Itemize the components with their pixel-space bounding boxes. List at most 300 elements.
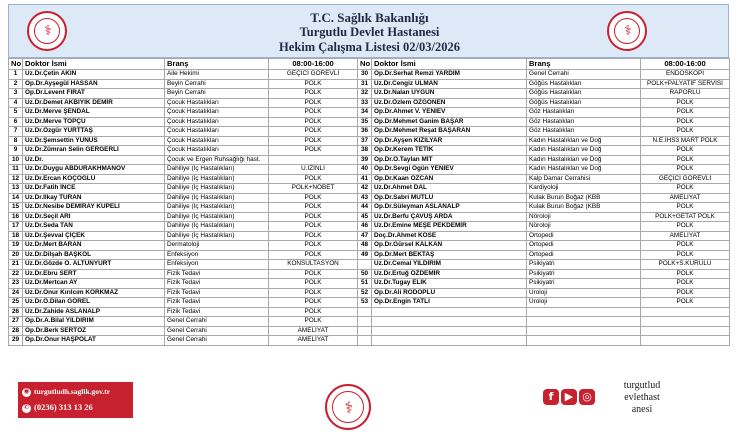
row-number: 49 bbox=[358, 250, 372, 260]
row-number: 21 bbox=[9, 260, 23, 270]
instagram-icon[interactable]: ◎ bbox=[579, 389, 595, 405]
hospital-title: Turgutlu Devlet Hastanesi bbox=[299, 25, 440, 39]
doctor-name: Uz.Dr.Merve ŞENDAL bbox=[23, 108, 165, 118]
row-number: 50 bbox=[358, 269, 372, 279]
status-cell bbox=[641, 307, 730, 317]
doctor-name: Uz.Dr.Ertuğ ÖZDEMİR bbox=[372, 269, 527, 279]
table-row bbox=[358, 241, 730, 251]
doctor-name: Uz.Dr.Onur Kırılcım KORKMAZ bbox=[23, 288, 165, 298]
doctor-name: Uz.Dr.Özgür YURTTAŞ bbox=[23, 127, 165, 137]
table-row bbox=[9, 212, 358, 222]
status-cell: POLK bbox=[269, 279, 358, 289]
branch-name: Ortopedi bbox=[527, 250, 641, 260]
doctor-name: Uz.Dr.Merve TOPÇU bbox=[23, 117, 165, 127]
doctor-name bbox=[372, 307, 527, 317]
row-number: 31 bbox=[358, 79, 372, 89]
doctor-name: Uz.Dr.Ahmet DAL bbox=[372, 184, 527, 194]
row-number: 19 bbox=[9, 241, 23, 251]
facebook-icon[interactable]: f bbox=[543, 389, 559, 405]
branch-name bbox=[527, 317, 641, 327]
doctor-name: Uz.Dr.Cemal YILDIRIM bbox=[372, 260, 527, 270]
col-doctor: Doktor İsmi bbox=[372, 59, 527, 70]
table-row bbox=[9, 269, 358, 279]
branch-name: Genel Cerrahi bbox=[165, 336, 269, 346]
branch-name: Dahiliye (İç Hastalıkları) bbox=[165, 212, 269, 222]
table-row bbox=[358, 98, 730, 108]
status-cell bbox=[641, 326, 730, 336]
status-cell: POLK bbox=[641, 117, 730, 127]
doctor-name: Uz.Dr.Ebru SERT bbox=[23, 269, 165, 279]
branch-name: Dahiliye (İç Hastalıkları) bbox=[165, 184, 269, 194]
status-cell: POLK bbox=[269, 146, 358, 156]
row-number: 14 bbox=[9, 193, 23, 203]
row-number: 16 bbox=[9, 212, 23, 222]
branch-name: Göğüs Hastalıkları bbox=[527, 98, 641, 108]
schedule-table-left bbox=[8, 58, 358, 346]
doctor-name bbox=[372, 336, 527, 346]
table-row bbox=[358, 184, 730, 194]
caduceus-icon: ⚕ bbox=[344, 398, 354, 417]
row-number: 38 bbox=[358, 146, 372, 156]
status-cell: POLK+GETAT POLK bbox=[641, 212, 730, 222]
branch-name: Çocuk ve Ergen Ruhsağlığı hast. bbox=[165, 155, 269, 165]
doctor-name: Uz.Dr.Ö.Dilan GÖREL bbox=[23, 298, 165, 308]
branch-name: Dahiliye (İç Hastalıkları) bbox=[165, 231, 269, 241]
doctor-name: Op.Dr.Süleyman ASLANALP bbox=[372, 203, 527, 213]
col-branch: Branş bbox=[527, 59, 641, 70]
doctor-name: Op.Dr.Ahmet V. YENİEV bbox=[372, 108, 527, 118]
branch-name: Kulak Burun Boğaz (KBB bbox=[527, 203, 641, 213]
doctor-name: Uz.Dr.Dilşah BAŞKOL bbox=[23, 250, 165, 260]
branch-name: Çocuk Hastalıkları bbox=[165, 98, 269, 108]
status-cell: POLK bbox=[641, 222, 730, 232]
row-number: 40 bbox=[358, 165, 372, 175]
branch-name: Kadın Hastalıkları ve Doğ bbox=[527, 165, 641, 175]
doctor-name: Uz.Dr. bbox=[23, 155, 165, 165]
doctor-name: Uz.Dr.Şevval ÇİÇEK bbox=[23, 231, 165, 241]
row-number: 46 bbox=[358, 222, 372, 232]
branch-name bbox=[527, 336, 641, 346]
table-row bbox=[358, 146, 730, 156]
table-row bbox=[358, 212, 730, 222]
branch-name: Göz Hastalıkları bbox=[527, 108, 641, 118]
table-row bbox=[9, 307, 358, 317]
branch-name: Fizik Tedavi bbox=[165, 307, 269, 317]
branch-name: Psikiyatri bbox=[527, 260, 641, 270]
status-cell: POLK+NÖBET bbox=[269, 184, 358, 194]
table-row bbox=[358, 127, 730, 137]
col-hours: 08:00-16:00 bbox=[641, 59, 730, 70]
doctor-name: Op.Dr.Gürsel KALKAN bbox=[372, 241, 527, 251]
status-cell: POLK bbox=[269, 203, 358, 213]
status-cell: N.E.İHS3 MART POLK bbox=[641, 136, 730, 146]
branch-name: Psikiyatri bbox=[527, 279, 641, 289]
branch-name: Üroloji bbox=[527, 288, 641, 298]
status-cell: RAPORLU bbox=[641, 89, 730, 99]
table-row bbox=[9, 193, 358, 203]
table-row bbox=[9, 89, 358, 99]
doctor-name: Uz.Dr.Cengiz ULMAN bbox=[372, 79, 527, 89]
status-cell: POLK bbox=[641, 250, 730, 260]
row-number: 7 bbox=[9, 127, 23, 137]
phone-number: (0236) 313 13 26 bbox=[34, 402, 93, 412]
doctor-name: Uz.Dr.Gözde Ö. ALTUNYURT bbox=[23, 260, 165, 270]
row-number bbox=[358, 307, 372, 317]
doctor-name: Uz.Dr.Seçil ARI bbox=[23, 212, 165, 222]
status-cell: POLK bbox=[641, 279, 730, 289]
row-number: 15 bbox=[9, 203, 23, 213]
row-number: 53 bbox=[358, 298, 372, 308]
branch-name: Genel Cerrahi bbox=[165, 317, 269, 327]
status-cell: POLK bbox=[269, 117, 358, 127]
row-number: 35 bbox=[358, 117, 372, 127]
status-cell: POLK bbox=[641, 288, 730, 298]
doctor-name: Uz.Dr.Demet AKBIYIK DEMİR bbox=[23, 98, 165, 108]
row-number: 30 bbox=[358, 70, 372, 80]
status-cell: POLK bbox=[269, 231, 358, 241]
table-row bbox=[9, 298, 358, 308]
branch-name: Göğüs Hastalıkları bbox=[527, 79, 641, 89]
row-number: 43 bbox=[358, 193, 372, 203]
schedule-header bbox=[8, 4, 729, 58]
branch-name: Fizik Tedavi bbox=[165, 279, 269, 289]
branch-name: Beyin Cerrahi bbox=[165, 89, 269, 99]
doctor-name: Op.Dr.Serhat Remzi YARDIM bbox=[372, 70, 527, 80]
branch-name: Fizik Tedavi bbox=[165, 269, 269, 279]
status-cell: GEÇİCİ GÖREVLİ bbox=[641, 174, 730, 184]
branch-name: Enfeksiyon bbox=[165, 250, 269, 260]
row-number: 9 bbox=[9, 146, 23, 156]
row-number: 18 bbox=[9, 231, 23, 241]
branch-name: Dermatoloji bbox=[165, 241, 269, 251]
status-cell: POLK bbox=[641, 298, 730, 308]
branch-name: Çocuk Hastalıkları bbox=[165, 117, 269, 127]
table-row bbox=[358, 203, 730, 213]
table-row bbox=[9, 260, 358, 270]
doctor-name: Uz.Dr.Zahide ASLANALP bbox=[23, 307, 165, 317]
doctor-name: Uz.Dr.Özlem ÖZGÖNEN bbox=[372, 98, 527, 108]
table-row bbox=[358, 193, 730, 203]
row-number: 39 bbox=[358, 155, 372, 165]
table-row bbox=[358, 70, 730, 80]
doctor-name: Uz.Dr.Tugay ELİK bbox=[372, 279, 527, 289]
row-number: 28 bbox=[9, 326, 23, 336]
row-number: 51 bbox=[358, 279, 372, 289]
branch-name: Çocuk Hastalıkları bbox=[165, 136, 269, 146]
table-row bbox=[9, 79, 358, 89]
branch-name bbox=[527, 307, 641, 317]
status-cell: POLK bbox=[269, 317, 358, 327]
row-number: 37 bbox=[358, 136, 372, 146]
status-cell: POLK+PALYATİF SERVİSİ bbox=[641, 79, 730, 89]
ministry-title: T.C. Sağlık Bakanlığı bbox=[310, 10, 429, 25]
row-number: 25 bbox=[9, 298, 23, 308]
table-row bbox=[358, 231, 730, 241]
doctor-name: Uz.Dr.Mert BARAN bbox=[23, 241, 165, 251]
doctor-name: Op.Dr.Mert BEKTAŞ bbox=[372, 250, 527, 260]
table-row bbox=[358, 336, 730, 346]
table-row bbox=[9, 222, 358, 232]
status-cell: POLK bbox=[641, 146, 730, 156]
row-number: 27 bbox=[9, 317, 23, 327]
status-cell: AMELİYAT bbox=[269, 326, 358, 336]
doctor-name: Uz.Dr.Zümran Selin GERGERLİ bbox=[23, 146, 165, 156]
row-number bbox=[358, 317, 372, 327]
table-row bbox=[9, 231, 358, 241]
table-row bbox=[358, 165, 730, 175]
col-no: No bbox=[9, 59, 23, 70]
row-number: 29 bbox=[9, 336, 23, 346]
table-row bbox=[9, 279, 358, 289]
schedule-sheet bbox=[8, 4, 729, 374]
status-cell: KONSULTASYON bbox=[269, 260, 358, 270]
doctor-name: Op.Dr.A.Bilal YILDIRIM bbox=[23, 317, 165, 327]
table-row bbox=[9, 136, 358, 146]
status-cell: POLK bbox=[269, 288, 358, 298]
doctor-name: Uz.Dr.Nesibe DEMİRAY KÜPELİ bbox=[23, 203, 165, 213]
doctor-name: Op.Dr.Mehmet Ganim BAŞAR bbox=[372, 117, 527, 127]
doctor-name: Op.Dr.Ayşegül HASSAN bbox=[23, 79, 165, 89]
table-row bbox=[9, 146, 358, 156]
branch-name: Kulak Burun Boğaz (KBB bbox=[527, 193, 641, 203]
table-row bbox=[9, 127, 358, 137]
status-cell: POLK bbox=[269, 250, 358, 260]
row-number: 42 bbox=[358, 184, 372, 194]
table-row bbox=[358, 317, 730, 327]
branch-name: Kadın Hastalıkları ve Doğ bbox=[527, 146, 641, 156]
row-number: 6 bbox=[9, 117, 23, 127]
branch-name: Fizik Tedavi bbox=[165, 298, 269, 308]
doctor-name: Uz.Dr.Nalan UYGUN bbox=[372, 89, 527, 99]
table-row bbox=[9, 317, 358, 327]
table-row bbox=[9, 117, 358, 127]
branch-name: Dahiliye (İç Hastalıkları) bbox=[165, 165, 269, 175]
row-number: 2 bbox=[9, 79, 23, 89]
row-number: 47 bbox=[358, 231, 372, 241]
status-cell: POLK+S.KURULU bbox=[641, 260, 730, 270]
doctor-name: Uz.Dr.Emine MEŞE PEKDEMİR bbox=[372, 222, 527, 232]
doctor-name: Uz.Dr.Çetin AKIN bbox=[23, 70, 165, 80]
doctor-name: Uz.Dr.Şemsettin YUNUS bbox=[23, 136, 165, 146]
branch-name: Kadın Hastalıkları ve Doğ bbox=[527, 136, 641, 146]
branch-name: Psikiyatri bbox=[527, 269, 641, 279]
status-cell: POLK bbox=[269, 241, 358, 251]
row-number: 13 bbox=[9, 184, 23, 194]
row-number: 41 bbox=[358, 174, 372, 184]
status-cell: AMELİYAT bbox=[641, 193, 730, 203]
row-number: 36 bbox=[358, 127, 372, 137]
doctor-name bbox=[372, 317, 527, 327]
doctor-name: Op.Dr.Berk SERTÖZ bbox=[23, 326, 165, 336]
table-row bbox=[358, 307, 730, 317]
branch-name: Çocuk Hastalıkları bbox=[165, 108, 269, 118]
table-row bbox=[9, 98, 358, 108]
table-row bbox=[9, 203, 358, 213]
doctor-name: Op.Dr.Ali RODOPLU bbox=[372, 288, 527, 298]
doctor-name: Uz.Dr.Duygu ABDURAKHMANOV bbox=[23, 165, 165, 175]
youtube-icon[interactable]: ▶ bbox=[561, 389, 577, 405]
status-cell: POLK bbox=[269, 193, 358, 203]
table-row bbox=[358, 260, 730, 270]
doctor-name: Op.Dr.Ö.Taylan MİT bbox=[372, 155, 527, 165]
branch-name: Kadın Hastalıkları ve Doğ bbox=[527, 155, 641, 165]
status-cell bbox=[269, 155, 358, 165]
table-row bbox=[9, 184, 358, 194]
doctor-name: Op.Dr.Kerem TETİK bbox=[372, 146, 527, 156]
row-number: 48 bbox=[358, 241, 372, 251]
status-cell: POLK bbox=[269, 136, 358, 146]
table-row bbox=[9, 250, 358, 260]
table-row bbox=[358, 117, 730, 127]
row-number: 45 bbox=[358, 212, 372, 222]
doctor-name: Op.Dr.Ayşen KIZILYAR bbox=[372, 136, 527, 146]
row-number: 12 bbox=[9, 174, 23, 184]
row-number: 10 bbox=[9, 155, 23, 165]
doctor-name: Uz.Dr.Ercan KOÇOĞLU bbox=[23, 174, 165, 184]
branch-name: Nöroloji bbox=[527, 212, 641, 222]
branch-name: Enfeksiyon bbox=[165, 260, 269, 270]
website-link[interactable]: turgutludh.saglik.gov.tr bbox=[34, 387, 111, 396]
doctor-name: Op.Dr.Levent FIRAT bbox=[23, 89, 165, 99]
list-title: Hekim Çalışma Listesi 02/03/2026 bbox=[279, 40, 460, 54]
status-cell: ENDOSKOPİ bbox=[641, 70, 730, 80]
branch-name: Dahiliye (İç Hastalıkları) bbox=[165, 174, 269, 184]
row-number: 3 bbox=[9, 89, 23, 99]
status-cell: POLK bbox=[641, 269, 730, 279]
status-cell: POLK bbox=[269, 307, 358, 317]
status-cell: POLK bbox=[269, 108, 358, 118]
row-number bbox=[358, 336, 372, 346]
doctor-name: Uz.Dr.Berfu ÇAVUŞ ARDA bbox=[372, 212, 527, 222]
table-row bbox=[358, 155, 730, 165]
row-number: 26 bbox=[9, 307, 23, 317]
doctor-name: Uz.Dr.Fatih İNCE bbox=[23, 184, 165, 194]
table-row bbox=[358, 279, 730, 289]
branch-name: Göz Hastalıkları bbox=[527, 117, 641, 127]
table-row bbox=[9, 70, 358, 80]
row-number: 1 bbox=[9, 70, 23, 80]
status-cell: POLK bbox=[269, 98, 358, 108]
branch-name: Ortopedi bbox=[527, 241, 641, 251]
table-row bbox=[358, 250, 730, 260]
table-row bbox=[358, 288, 730, 298]
table-row bbox=[358, 89, 730, 99]
col-hours: 08:00-16:00 bbox=[269, 59, 358, 70]
status-cell: POLK bbox=[269, 222, 358, 232]
row-number: 34 bbox=[358, 108, 372, 118]
status-cell: POLK bbox=[641, 241, 730, 251]
branch-name: Üroloji bbox=[527, 298, 641, 308]
status-cell: POLK bbox=[641, 155, 730, 165]
table-row bbox=[358, 326, 730, 336]
doctor-name: Op.Dr.Kaan ÖZCAN bbox=[372, 174, 527, 184]
row-number: 52 bbox=[358, 288, 372, 298]
status-cell: POLK bbox=[269, 174, 358, 184]
globe-icon: ◉ bbox=[23, 386, 30, 395]
branch-name: Göz Hastalıkları bbox=[527, 127, 641, 137]
row-number: 11 bbox=[9, 165, 23, 175]
status-cell bbox=[641, 336, 730, 346]
status-cell: POLK bbox=[641, 98, 730, 108]
table-row bbox=[9, 165, 358, 175]
doctor-name: Op.Dr.Mehmet Reşat BAŞARAN bbox=[372, 127, 527, 137]
col-branch: Branş bbox=[165, 59, 269, 70]
table-row bbox=[9, 108, 358, 118]
social-icons bbox=[543, 388, 597, 408]
branch-name: Çocuk Hastalıkları bbox=[165, 146, 269, 156]
schedule-table-right bbox=[357, 58, 730, 346]
caduceus-icon: ⚕ bbox=[624, 23, 632, 39]
ministry-logo-footer bbox=[325, 384, 371, 430]
status-cell: GEÇİCİ GÖREVLİ bbox=[269, 70, 358, 80]
row-number: 24 bbox=[9, 288, 23, 298]
doctor-name: Op.Dr.Sabri MUTLU bbox=[372, 193, 527, 203]
status-cell: POLK bbox=[269, 79, 358, 89]
table-row bbox=[358, 222, 730, 232]
branch-name: Kalp Damar Cerrahisi bbox=[527, 174, 641, 184]
status-cell: POLK bbox=[641, 127, 730, 137]
doctor-name: Uz.Dr.İlkay TURAN bbox=[23, 193, 165, 203]
table-row bbox=[358, 136, 730, 146]
social-handle: turgutlud evlethast anesi bbox=[623, 380, 661, 415]
status-cell: Ü.İZİNLİ bbox=[269, 165, 358, 175]
branch-name: Çocuk Hastalıkları bbox=[165, 127, 269, 137]
status-cell: POLK bbox=[641, 184, 730, 194]
row-number: 4 bbox=[9, 98, 23, 108]
status-cell: POLK bbox=[269, 89, 358, 99]
status-cell: POLK bbox=[641, 203, 730, 213]
doctor-name: Doç.Dr.Ahmet KÖSE bbox=[372, 231, 527, 241]
row-number: 8 bbox=[9, 136, 23, 146]
branch-name: Nöroloji bbox=[527, 222, 641, 232]
doctor-name: Op.Dr.Onur HAŞPOLAT bbox=[23, 336, 165, 346]
status-cell: POLK bbox=[641, 165, 730, 175]
row-number: 23 bbox=[9, 279, 23, 289]
status-cell: POLK bbox=[269, 212, 358, 222]
branch-name: Dahiliye (İç Hastalıkları) bbox=[165, 193, 269, 203]
status-cell: POLK bbox=[641, 108, 730, 118]
doctor-name: Op.Dr.Engin TATLI bbox=[372, 298, 527, 308]
phone-icon: ✆ bbox=[23, 402, 30, 411]
row-number bbox=[358, 326, 372, 336]
row-number: 32 bbox=[358, 89, 372, 99]
branch-name: Fizik Tedavi bbox=[165, 288, 269, 298]
row-number: 5 bbox=[9, 108, 23, 118]
row-number: 20 bbox=[9, 250, 23, 260]
doctor-name: Op.Dr.Sevgi Ogün YENİEV bbox=[372, 165, 527, 175]
status-cell: AMELİYAT bbox=[641, 231, 730, 241]
branch-name: Dahiliye (İç Hastalıkları) bbox=[165, 222, 269, 232]
branch-name: Aile Hekimi bbox=[165, 70, 269, 80]
branch-name: Kardiyoloji bbox=[527, 184, 641, 194]
table-row bbox=[9, 326, 358, 336]
table-row bbox=[9, 336, 358, 346]
branch-name: Beyin Cerrahi bbox=[165, 79, 269, 89]
branch-name: Genel Cerrahi bbox=[165, 326, 269, 336]
row-number bbox=[358, 260, 372, 270]
table-row bbox=[358, 79, 730, 89]
row-number: 17 bbox=[9, 222, 23, 232]
row-number: 33 bbox=[358, 98, 372, 108]
col-no: No bbox=[358, 59, 372, 70]
status-cell: POLK bbox=[269, 298, 358, 308]
status-cell: POLK bbox=[269, 269, 358, 279]
col-doctor: Doktor İsmi bbox=[23, 59, 165, 70]
row-number: 22 bbox=[9, 269, 23, 279]
branch-name: Dahiliye (İç Hastalıkları) bbox=[165, 203, 269, 213]
caduceus-icon: ⚕ bbox=[44, 23, 52, 39]
doctor-name: Uz.Dr.Seda TAN bbox=[23, 222, 165, 232]
